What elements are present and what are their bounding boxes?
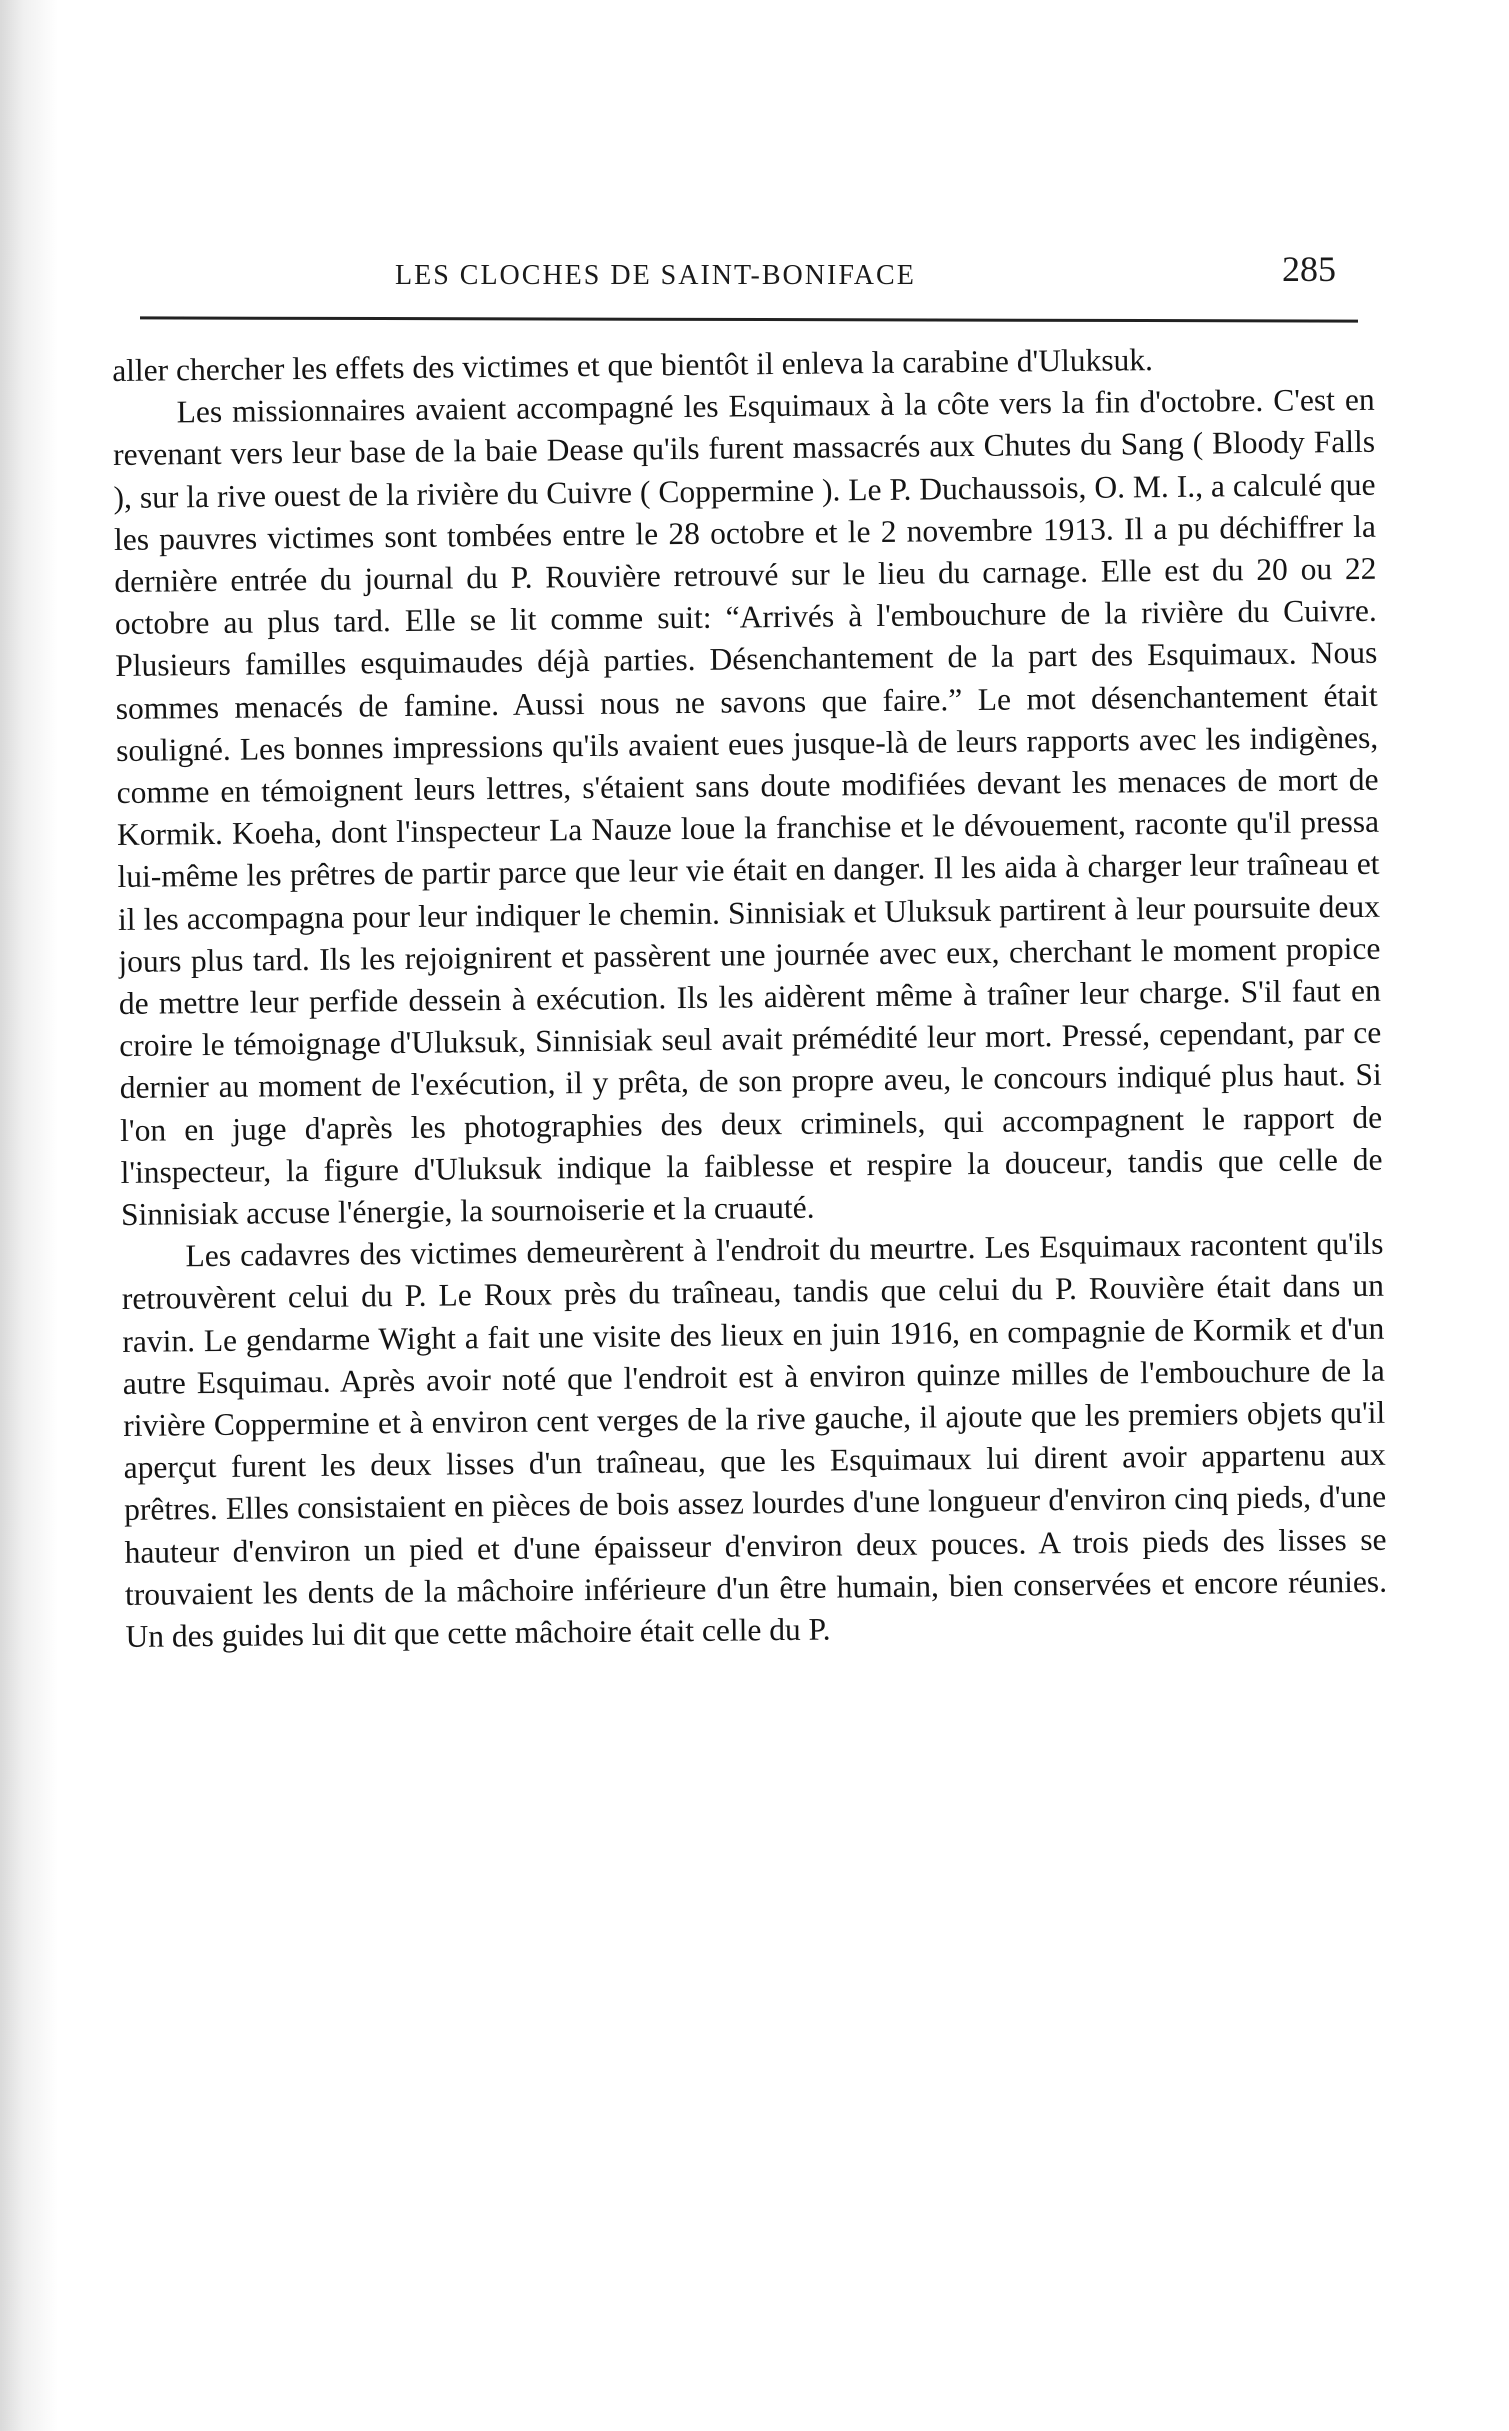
paragraph: Les cadavres des victimes demeurèrent à l'endroit du meurtre. Les Esquimaux racontent qu'ils retrouvèrent celui du P. Le Roux près du traîneau, tandis que celui du P. Rouvière était dans un ravin. Le gendarme Wight a fait une visite des lieux en juin 1916, en compagnie de Kormik et d'un autre Esquimau. Après avoir noté que l'endroit est à environ quinze milles de l'embouchure de la rivière Coppermine et à environ cent verges de la rive gauche, il ajoute que les premiers objets qu'il aperçut furent les deux lisses d'un traîneau, que les Esquimaux lui dirent avoir appartenu aux prêtres. Elles consistaient en pièces de bois assez lourdes d'une longueur d'environ cinq pieds, d'une hauteur d'environ un pied et d'une épaisseur d'environ deux pouces. A trois pieds des lisses se trouvaient les dents de la mâchoire inférieure d'un être humain, bien conservées et encore réunies. Un des guides lui dit que cette mâchoire était celle du P. — [121, 1226, 1388, 1655]
running-title: LES CLOCHES DE SAINT-BONIFACE — [395, 260, 916, 291]
page-header — [0, 249, 1509, 308]
page-edge-shadow — [0, 0, 58, 2431]
paragraph-continuation: aller chercher les effets des victimes et que bientôt il enleva la carabine d'Uluksuk. — [112, 342, 1154, 388]
body-text — [112, 337, 1395, 2390]
header-rule — [140, 316, 1358, 322]
page-number: 285 — [1282, 249, 1336, 289]
paragraph: Les missionnaires avaient accompagné les Esquimaux à la côte vers la fin d'octobre. C'est en revenant vers leur base de la baie Dease qu'ils furent massacrés aux Chutes du Sang ( Bloody Falls ), sur la rive ouest de la rivière du Cuivre ( Coppermine ). Le P. Duchaussois, O. M. I., a calculé que les pauvres victimes sont tombées entre le 28 octobre et le 2 novembre 1913. Il a pu déchiffrer la dernière entrée du journal du P. Rouvière retrouvé sur le lieu du carnage. Elle est du 20 ou 22 octobre au plus tard. Elle se lit comme suit: “Arrivés à l'embouchure de la rivière du Cuivre. Plusieurs familles esquimaudes déjà parties. Désenchantement de la part des Esquimaux. Nous sommes menacés de famine. Aussi nous ne savons que faire.” Le mot désenchantement était souligné. Les bonnes impressions qu'ils avaient eues jusque-là de leurs rapports avec les indigènes, comme en témoignent leurs lettres, s'étaient sans doute modifiées devant les menaces de mort de Kormik. Koeha, dont l'inspecteur La Nauze loue la franchise et le dévouement, raconte qu'il pressa lui-même les prêtres de partir parce que leur vie était en danger. Il les aida à charger leur traîneau et il les accompagna pour leur indiquer le chemin. Sinnisiak et Uluksuk partirent à leur poursuite deux jours plus tard. Ils les rejoignirent et passèrent une journée avec eux, cherchant le moment propice de mettre leur perfide dessein à exécution. Ils les aidèrent même à traîner leur charge. S'il faut en croire le témoignage d'Uluksuk, Sinnisiak seul avait prémédité leur mort. Pressé, cependant, par ce dernier au moment de l'exécution, il y prêta, de son propre aveu, le concours indiqué plus haut. Si l'on en juge d'après les photographies des deux criminels, qui accompagnent le rapport de l'inspecteur, la figure d'Uluksuk indique la faiblesse et respire la douceur, tandis que celle de Sinnisiak accuse l'énergie, la sournoiserie et la cruauté. — [112, 381, 1383, 1233]
